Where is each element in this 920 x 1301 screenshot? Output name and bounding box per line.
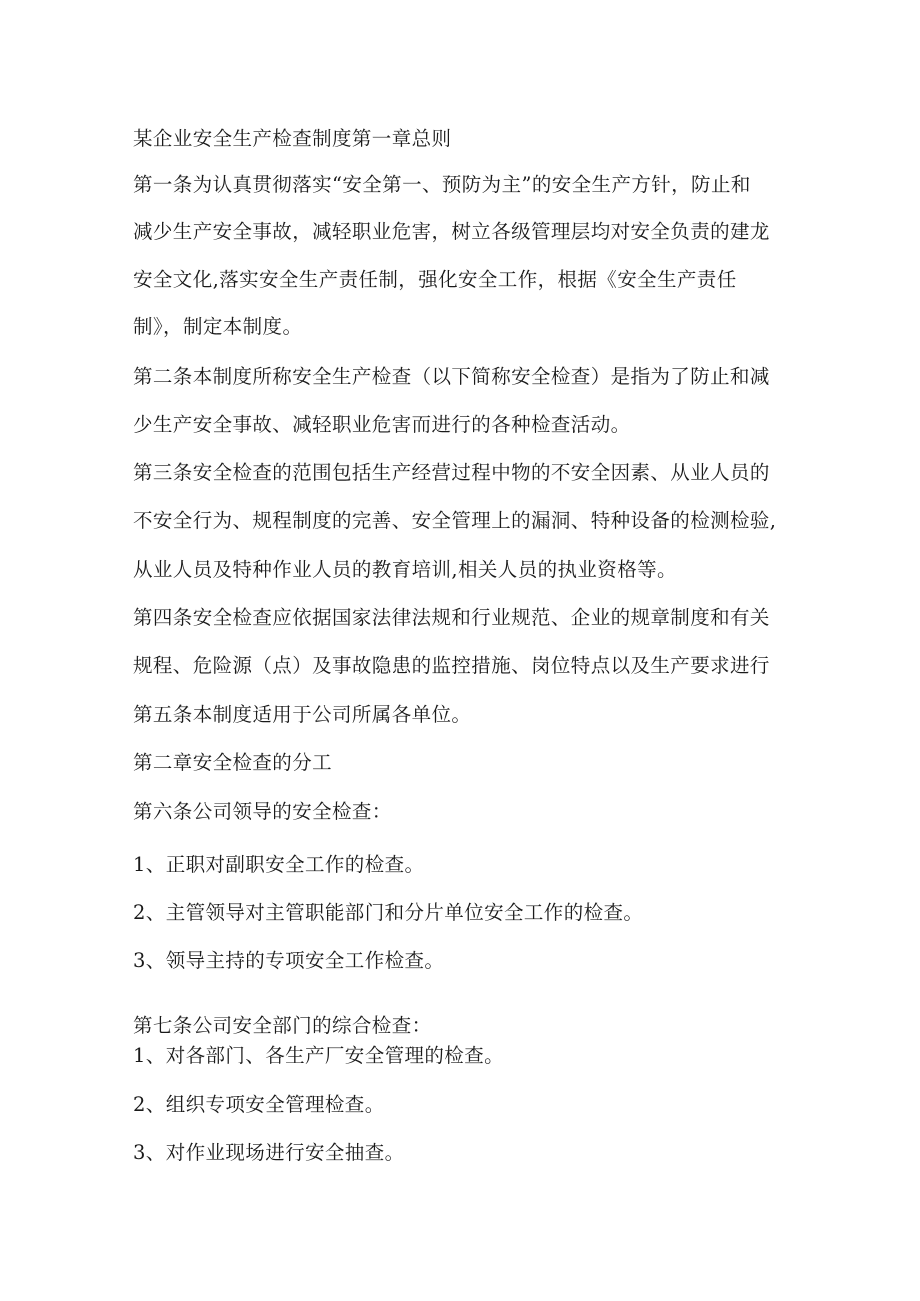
- chapter-heading: 第二章安全检查的分工: [133, 751, 333, 774]
- paragraph-line: 第五条本制度适用于公司所属各单位。: [133, 703, 472, 726]
- paragraph-line: 第七条公司安全部门的综合检查：: [133, 1014, 432, 1037]
- paragraph-line: 从业人员及特种作业人员的教育培训,相关人员的执业资格等。: [133, 558, 677, 581]
- paragraph-line: 第三条安全检查的范围包括生产经营过程中物的不安全因素、从业人员的: [133, 461, 770, 484]
- list-item: 3、对作业现场进行安全抽查。: [133, 1141, 405, 1164]
- paragraph-line: 第六条公司领导的安全检查：: [133, 800, 392, 823]
- paragraph-line: 少生产安全事故、减轻职业危害而进行的各种检查活动。: [133, 413, 631, 436]
- list-item: 3、领导主持的专项安全工作检查。: [133, 949, 445, 972]
- list-item: 2、组织专项安全管理检查。: [133, 1093, 385, 1116]
- paragraph-line: 规程、危险源（点）及事故隐患的监控措施、岗位特点以及生产要求进行: [133, 654, 770, 677]
- paragraph-line: 制》，制定本制度。: [133, 315, 303, 338]
- paragraph-line: 第二条本制度所称安全生产检查（以下简称安全检查）是指为了防止和减: [133, 365, 770, 388]
- list-item: 1、对各部门、各生产厂安全管理的检查。: [133, 1044, 505, 1067]
- list-item: 2、主管领导对主管职能部门和分片单位安全工作的检查。: [133, 901, 644, 924]
- paragraph-line: 第一条为认真贯彻落实“安全第一、预防为主”的安全生产方针，防止和: [133, 173, 751, 196]
- paragraph-line: 减少生产安全事故，减轻职业危害，树立各级管理层均对安全负责的建龙: [133, 220, 770, 243]
- paragraph-line: 第四条安全检查应依据国家法律法规和行业规范、企业的规章制度和有关: [133, 606, 770, 629]
- paragraph-line: 安全文化,落实安全生产责任制，强化安全工作，根据《安全生产责任: [133, 268, 737, 291]
- paragraph-line: 不安全行为、规程制度的完善、安全管理上的漏洞、特种设备的检测检验,: [133, 509, 777, 532]
- document-title: 某企业安全生产检查制度第一章总则: [133, 127, 452, 150]
- list-item: 1、正职对副职安全工作的检查。: [133, 853, 425, 876]
